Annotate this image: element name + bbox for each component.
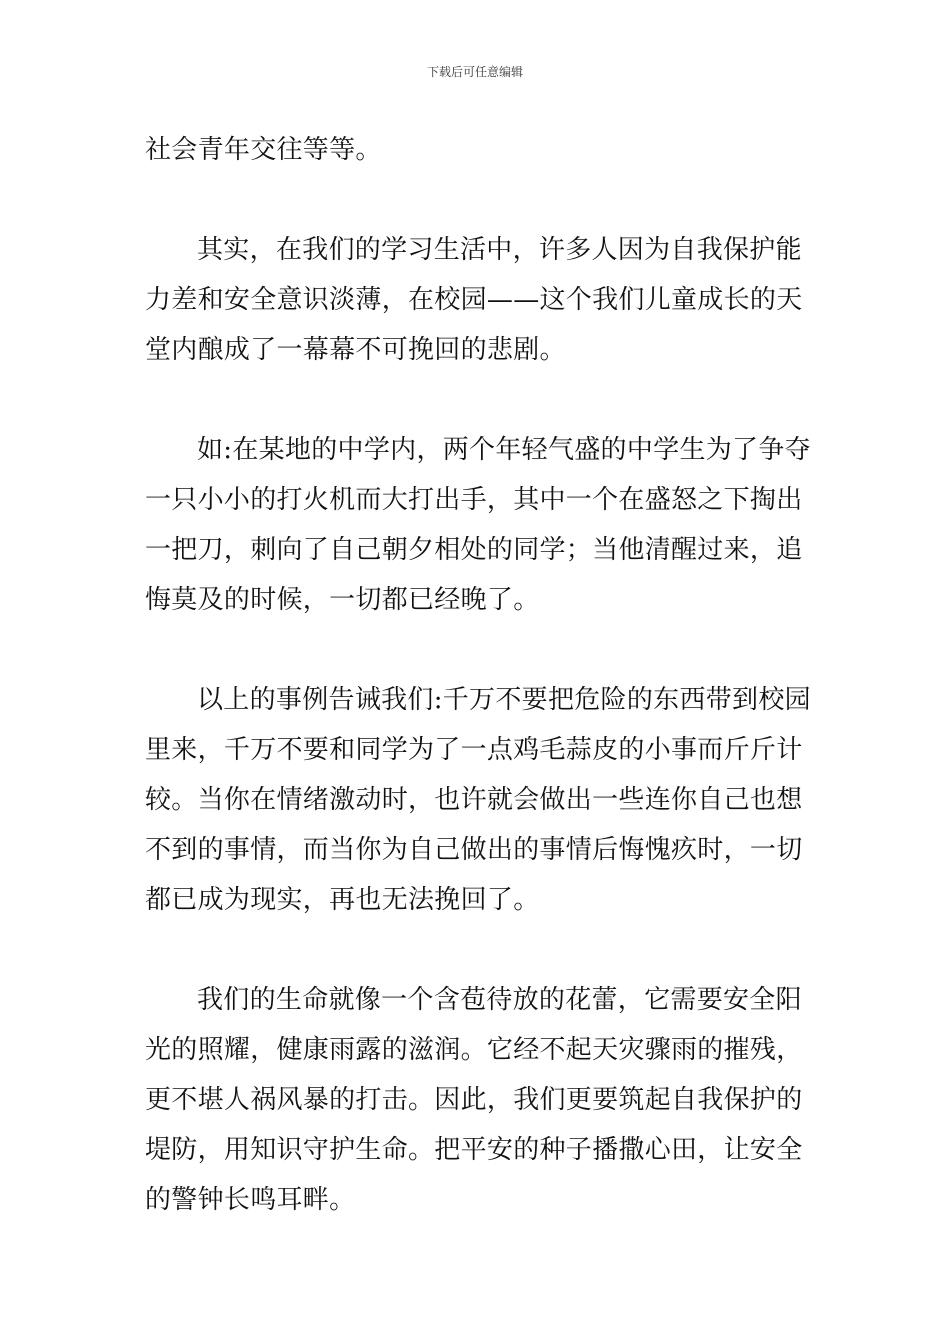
text-line: 如:在某地的中学内，两个年轻气盛的中学生为了争夺 <box>197 435 811 465</box>
text-line: 力差和安全意识淡薄，在校园——这个我们儿童成长的天 <box>145 285 803 315</box>
text-line: 光的照耀，健康雨露的滋润。它经不起天灾骤雨的摧残， <box>145 1035 803 1065</box>
text-line: 悔莫及的时候，一切都已经晚了。 <box>145 585 540 615</box>
paragraph-gap <box>145 625 810 675</box>
text-line: 我们的生命就像一个含苞待放的花蕾，它需要安全阳 <box>197 985 802 1015</box>
text-line: 社会青年交往等等。 <box>145 135 382 165</box>
text-line: 都已成为现实，再也无法挽回了。 <box>145 885 540 915</box>
text-line: 一只小小的打火机而大打出手，其中一个在盛怒之下掏出 <box>145 485 803 515</box>
paragraph <box>145 675 810 925</box>
text-line: 堤防，用知识守护生命。把平安的种子播撒心田，让安全 <box>145 1135 803 1165</box>
text-line: 一把刀，刺向了自己朝夕相处的同学；当他清醒过来，追 <box>145 535 803 565</box>
text-line: 更不堪人祸风暴的打击。因此，我们更要筑起自我保护的 <box>145 1085 803 1115</box>
text-line: 其实，在我们的学习生活中，许多人因为自我保护能 <box>197 235 802 265</box>
text-line: 较。当你在情绪激动时，也许就会做出一些连你自己也想 <box>145 785 803 815</box>
paragraph-gap <box>145 375 810 425</box>
paragraph <box>145 225 810 375</box>
page-header: 下载后可任意编辑 <box>426 65 523 79</box>
document-body <box>145 125 810 1225</box>
text-line: 的警钟长鸣耳畔。 <box>145 1185 356 1215</box>
paragraph <box>145 425 810 625</box>
paragraph <box>145 975 810 1225</box>
text-line: 不到的事情，而当你为自己做出的事情后悔愧疚时，一切 <box>145 835 803 865</box>
text-line: 以上的事例告诫我们:千万不要把危险的东西带到校园 <box>197 685 811 715</box>
paragraph-gap <box>145 925 810 975</box>
text-line: 堂内酿成了一幕幕不可挽回的悲剧。 <box>145 335 566 365</box>
text-line: 里来，千万不要和同学为了一点鸡毛蒜皮的小事而斤斤计 <box>145 735 803 765</box>
paragraph <box>145 125 810 175</box>
paragraph-gap <box>145 175 810 225</box>
